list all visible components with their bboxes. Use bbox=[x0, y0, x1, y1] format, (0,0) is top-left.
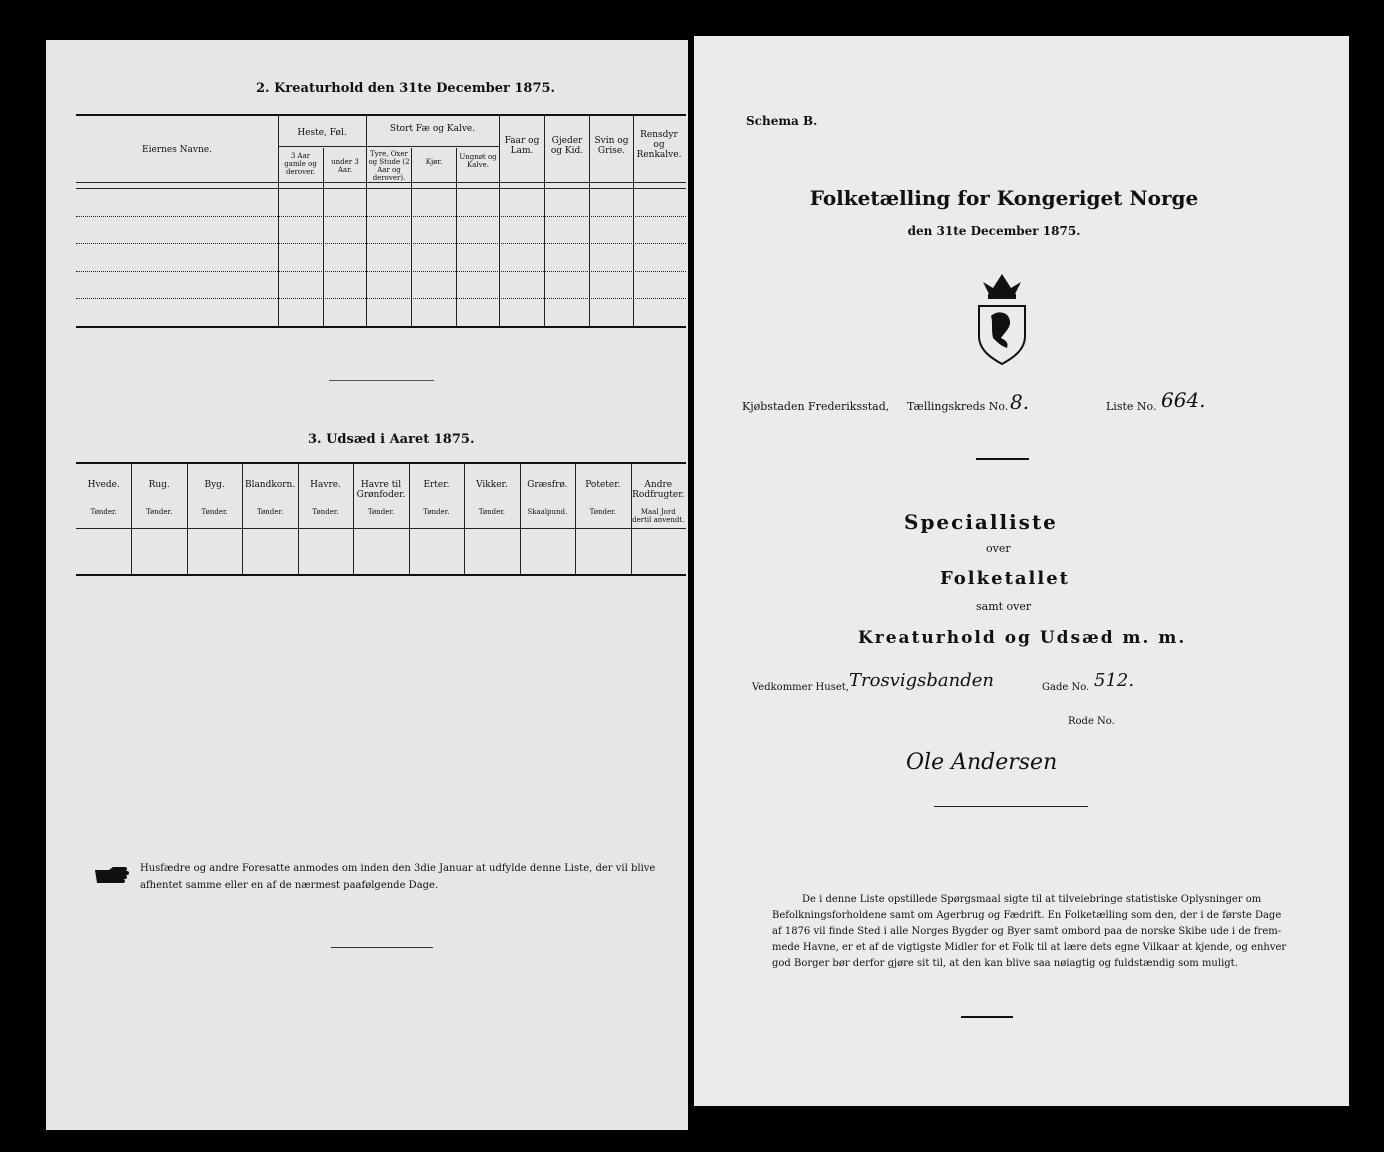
kreds-value: 8. bbox=[1010, 390, 1030, 414]
kreatur-line: Kreaturhold og Udsæd m. m. bbox=[858, 628, 1187, 648]
town-label: Kjøbstaden Frederiksstad, bbox=[742, 400, 890, 413]
rensdyr-header: Rensdyr og Renkalve. bbox=[636, 130, 682, 160]
divider-rule bbox=[976, 458, 1029, 460]
heste-header: Heste, Føl. bbox=[297, 128, 347, 138]
faar-header: Faar og Lam. bbox=[504, 136, 540, 156]
table3-col-name: Vikker. bbox=[476, 480, 508, 490]
house-label: Vedkommer Huset, bbox=[752, 682, 849, 693]
kreds-label: Tællingskreds No. bbox=[907, 400, 1009, 413]
svin-header: Svin og Grise. bbox=[594, 136, 629, 156]
table3-col-name: Rug. bbox=[148, 480, 170, 490]
table2-row-rule bbox=[76, 216, 686, 217]
signature: Ole Andersen bbox=[906, 750, 1058, 775]
paragraph-line: god Borger bør derfor gjøre sit til, at den kan blive saa nøiagtig og fuldstændig som muligt. bbox=[772, 958, 1238, 969]
table3-col-unit: Tønder. bbox=[312, 508, 339, 516]
table3-col-name: Havre. bbox=[310, 480, 341, 490]
table3-col-name: Poteter. bbox=[585, 480, 621, 490]
separator-rule bbox=[329, 380, 434, 381]
rode-label: Rode No. bbox=[1068, 716, 1115, 727]
table3-col-unit: Skaalpund. bbox=[527, 508, 568, 516]
table2-col-divider bbox=[499, 115, 500, 326]
stort-header: Stort Fæ og Kalve. bbox=[389, 124, 476, 134]
table3-col-name: Erter. bbox=[423, 480, 450, 490]
table2-row-rule bbox=[76, 243, 686, 244]
notice-line-1: Husfædre og andre Foresatte anmodes om inden den 3die Januar at udfylde denne Liste, der vil blive bbox=[140, 863, 656, 874]
table2-row-rule bbox=[76, 298, 686, 299]
date-line: den 31te December 1875. bbox=[907, 224, 1081, 238]
main-title: Folketælling for Kongeriget Norge bbox=[809, 186, 1199, 210]
coat-of-arms-icon bbox=[971, 266, 1033, 366]
liste-value: 664. bbox=[1161, 388, 1206, 412]
table3-col-name: Havre til Grønfoder. bbox=[356, 480, 406, 500]
house-value: Trosvigsbanden bbox=[849, 670, 994, 691]
table3-col-unit: Tønder. bbox=[256, 508, 284, 516]
table3-col-unit: Tønder. bbox=[146, 508, 173, 516]
table3-header-rule bbox=[76, 528, 686, 529]
special-title: Specialliste bbox=[904, 510, 1058, 534]
gade-label: Gade No. bbox=[1042, 682, 1090, 693]
end-rule bbox=[961, 1016, 1013, 1018]
left-page bbox=[46, 40, 688, 1130]
table2-group-rule bbox=[278, 146, 499, 147]
table2-bottom-rule bbox=[76, 326, 686, 328]
gjeder-header: Gjeder og Kid. bbox=[550, 136, 584, 156]
table3-bottom-rule bbox=[76, 574, 686, 576]
gade-value: 512. bbox=[1094, 670, 1135, 691]
table3-col-name: Andre Rodfrugter. bbox=[632, 480, 685, 500]
table3-col-unit: Tønder. bbox=[90, 508, 117, 516]
info-paragraph bbox=[772, 892, 1327, 972]
table3-col-unit: Tønder. bbox=[367, 508, 395, 516]
table3-col-unit: Tønder. bbox=[589, 508, 616, 516]
schema-label: Schema B. bbox=[746, 114, 818, 128]
owner-header: Eiernes Navne. bbox=[142, 145, 212, 155]
signature-rule bbox=[934, 806, 1088, 807]
table3-top-rule bbox=[76, 462, 686, 464]
stort-sub-1: Tyre, Oxer og Stude (2 Aar og derover). bbox=[368, 150, 410, 182]
heste-sub-1: 3 Aar gamle og derover. bbox=[284, 152, 317, 176]
table3-col-unit: Tønder. bbox=[478, 508, 506, 516]
liste-label: Liste No. bbox=[1106, 400, 1157, 413]
folketallet-title: Folketallet bbox=[940, 568, 1070, 589]
samt-over-label: samt over bbox=[976, 600, 1032, 613]
table3-col-name: Byg. bbox=[204, 480, 225, 490]
table3-col-unit: Maal Jord dertil anvendt. bbox=[632, 508, 685, 524]
paragraph-line: af 1876 vil finde Sted i alle Norges Bygder og Byer samt ombord paa de norske Skibe ude i de frem- bbox=[772, 926, 1282, 937]
table3-col-unit: Tønder. bbox=[201, 508, 228, 516]
table2-header-rule2 bbox=[76, 188, 686, 189]
table2-top-rule bbox=[76, 114, 686, 116]
section2-title: 2. Kreaturhold den 31te December 1875. bbox=[256, 81, 556, 96]
table3-col-unit: Tønder. bbox=[423, 508, 450, 516]
table3-col-name: Græsfrø. bbox=[527, 480, 568, 490]
stort-sub-2: Kjør. bbox=[425, 158, 443, 166]
paragraph-line: De i denne Liste opstillede Spørgsmaal sigte til at tilveiebringe statistiske Oplysninger om bbox=[802, 894, 1262, 905]
table2-row-rule bbox=[76, 271, 686, 272]
section3-title: 3. Udsæd i Aaret 1875. bbox=[308, 432, 475, 447]
heste-sub-2: under 3 Aar. bbox=[331, 158, 359, 174]
bottom-rule bbox=[331, 947, 433, 948]
table2-col-divider bbox=[323, 148, 324, 326]
stort-sub-3: Ungnøt og Kalve. bbox=[459, 153, 497, 169]
table2-col-divider bbox=[456, 148, 457, 326]
table3-col-name: Hvede. bbox=[87, 480, 120, 490]
paragraph-line: Befolkningsforholdene samt om Agerbrug og Fædrift. En Folketælling som den, der i de første Dage bbox=[772, 910, 1282, 921]
over-label: over bbox=[986, 542, 1011, 555]
paragraph-line: mede Havne, er et af de vigtigste Midler for et Folk til at lære dets egne Vilkaar at kjende, og enhver bbox=[772, 942, 1287, 953]
table2-col-divider bbox=[411, 148, 412, 326]
table2-header-rule bbox=[76, 182, 686, 183]
table3-col-name: Blandkorn. bbox=[244, 480, 296, 490]
notice-line-2: afhentet samme eller en af de nærmest paafølgende Dage. bbox=[140, 880, 439, 891]
right-page bbox=[694, 36, 1349, 1106]
pointing-hand-icon bbox=[94, 866, 134, 884]
